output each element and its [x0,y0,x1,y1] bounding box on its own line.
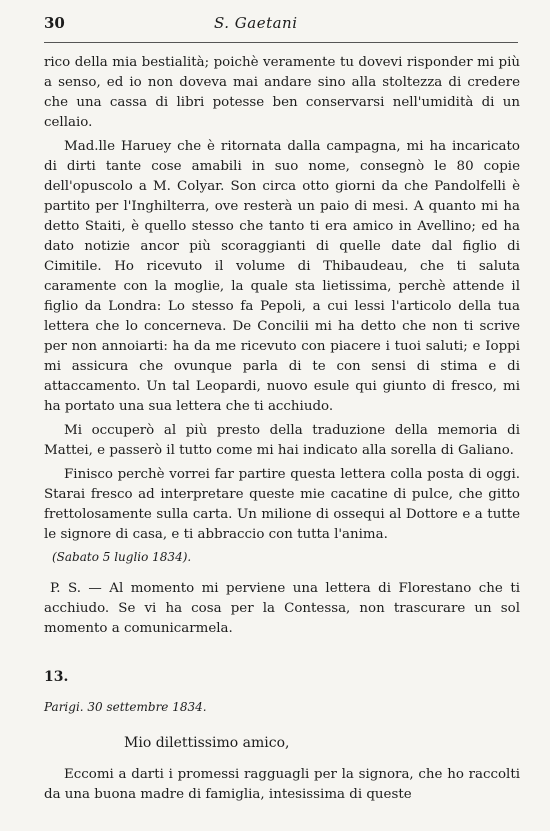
text-body [44,53,520,805]
paragraph: Finisco perchè vorrei far partire questa lettera colla posta di oggi. Starai fresco ad interpretare queste mie cacatine di pulce, che gitto frettolosamente sulla carta. Un milione di ossequi al Dottore e a tutte le signore di casa, e ti abbraccio con tutta l'anima. [44,467,520,542]
paragraph: Mad.lle Haruey che è ritornata dalla campagna, mi ha incaricato di dirti tante cose amabili in suo nome, consegnò le 80 copie dell'opuscolo a M. Colyar. Son circa otto giorni da che Pandolfelli è partito per l'Inghilterra, ove resterà un paio di mesi. A quanto mi ha detto Staiti, è quello stesso che tanto ti era amico in Avellino; ed ha dato notizie ancor più scoraggianti di quelle date dal figlio di Cimitile. Ho ricevuto il volume di Thibaudeau, che ti saluta caramente con la moglie, la quale sta lietissima, perchè attende il figlio da Londra: Lo stesso fa Pepoli, a cui lessi l'articolo della tua lettera che lo concerneva. De Concilii mi ha detto che non ti scrive per non annoiarti: ha da me ricevuto con piacere i tuoi saluti; e Ioppi mi assicura che ovunque parla di te con sensi di stima e di attaccamento. Un tal Leopardi, nuovo esule qui giunto di fresco, mi ha portato una sua lettera che ti acchiudo. [44,139,520,414]
paragraph: Mi occuperò al più presto della traduzione della memoria di Mattei, e passerò il tutto come mi hai indicato alla sorella di Galiano. [44,423,520,458]
paragraph-continued: rico della mia bestialità; poichè veramente tu dovevi risponder mi più a senso, ed io non doveva mai andare sino alla stoltezza di credere che una cassa di libri potesse ben conservarsi nell'umidità di un cellaio. [44,55,520,130]
letter-salutation: Mio dilettissimo amico, [124,735,290,751]
letter-number: 13. [44,669,69,685]
date-line: (Sabato 5 luglio 1834). [52,550,192,564]
running-title: S. Gaetani [214,14,298,32]
postscript: P. S. — Al momento mi perviene una lettera di Florestano che ti acchiudo. Se vi ha cosa per la Contessa, non trascurare un sol momento a comunicarmela. [44,581,520,636]
running-header [44,14,518,43]
page-number: 30 [44,14,65,32]
letter-opening-paragraph: Eccomi a darti i promessi ragguagli per la signora, che ho raccolti da una buona madre di famiglia, intesissima di queste [44,767,520,802]
letter-place-date: Parigi. 30 settembre 1834. [44,700,207,714]
